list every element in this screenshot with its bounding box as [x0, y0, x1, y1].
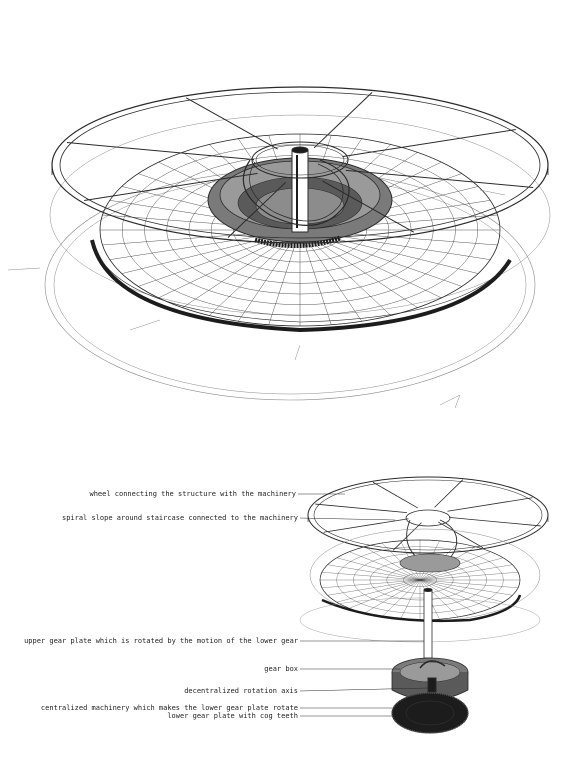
exploded-wheel-outer — [308, 477, 548, 553]
exploded-axis — [424, 590, 432, 658]
assembled-structure-drawing — [8, 87, 550, 408]
label-rotation-axis: decentralized rotation axis — [184, 687, 298, 695]
exploded-view-drawing — [300, 477, 548, 733]
label-machinery: centralized machinery which makes the lower gear plate rotate — [40, 704, 298, 712]
label-gear-box: gear box — [264, 665, 298, 673]
label-lower-gear: lower gear plate with cog teeth — [167, 712, 298, 720]
label-upper-gear: upper gear plate which is rotated by the motion of the lower gear — [24, 637, 298, 645]
dark-track-rim — [92, 240, 510, 330]
exploded-view-labels — [24, 490, 428, 720]
label-wheel: wheel connecting the structure with the machinery — [89, 490, 296, 498]
label-spiral-slope: spiral slope around staircase connected to the machinery — [61, 514, 298, 522]
